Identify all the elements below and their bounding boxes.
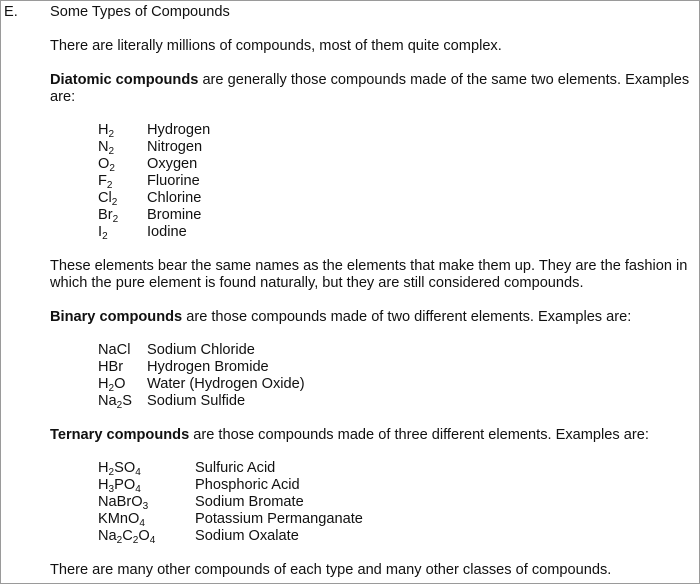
formula: $Na_2C_2O_4$: [98, 528, 156, 546]
binary-description: are those compounds made of two different elements. Examples are:: [182, 309, 632, 325]
formula: $Br_2$: [98, 207, 119, 225]
formula: NaBrO$_3$: [98, 494, 149, 512]
intro-paragraph: There are literally millions of compounds, most of them quite complex.: [50, 38, 502, 54]
ternary-description: are those compounds made of three different elements. Examples are:: [189, 427, 649, 443]
formula: $H_2SO_4$: [98, 460, 141, 478]
ternary-paragraph: [50, 427, 700, 444]
diatomic-note: These elements bear the same names as the elements that make them up. They are the fashion in which the pure element is found naturally, but they are still considered compounds.: [50, 258, 688, 291]
formula: $H_3PO_4$: [98, 477, 141, 495]
diatomic-description: are generally those compounds made of the same two elements. Examples are:: [50, 72, 690, 105]
compound-name: Fluorine: [147, 173, 200, 189]
formula: $F_2$: [98, 173, 113, 191]
formula: HBr: [98, 359, 124, 375]
compound-name: Sodium Sulfide: [147, 393, 246, 409]
ternary-term: Ternary compounds: [50, 427, 190, 443]
formula: $N_2$: [98, 139, 115, 157]
compound-name: Iodine: [147, 224, 187, 240]
compound-name: Nitrogen: [147, 139, 203, 155]
compound-name: Water (Hydrogen Oxide): [147, 376, 305, 392]
compound-name: Chlorine: [147, 190, 202, 206]
compound-name: Oxygen: [147, 156, 198, 172]
section-letter: E.: [4, 4, 18, 20]
formula: $O_2$: [98, 156, 115, 174]
compound-name: Hydrogen Bromide: [147, 359, 269, 375]
binary-paragraph: [50, 309, 700, 326]
formula: NaCl: [98, 342, 131, 358]
compound-name: Hydrogen: [147, 122, 211, 138]
compound-name: Sodium Oxalate: [195, 528, 299, 544]
formula: $Na_2S$: [98, 393, 132, 411]
binary-term: Binary compounds: [50, 309, 183, 325]
formula: $Cl_2$: [98, 190, 118, 208]
formula: $H_2$: [98, 122, 115, 140]
diatomic-paragraph: [50, 72, 700, 106]
formula: $H_2O$: [98, 376, 126, 394]
compound-name: Sulfuric Acid: [195, 460, 276, 476]
formula: KMnO$_4$: [98, 511, 145, 529]
compound-name: Sodium Bromate: [195, 494, 304, 510]
diatomic-term: Diatomic compounds: [50, 72, 199, 88]
compound-name: Sodium Chloride: [147, 342, 255, 358]
compound-name: Phosphoric Acid: [195, 477, 300, 493]
closing-paragraph: There are many other compounds of each type and many other classes of compounds.: [50, 562, 612, 578]
section-title: Some Types of Compounds: [50, 4, 230, 20]
compound-name: Bromine: [147, 207, 202, 223]
formula: $I_2$: [98, 224, 108, 242]
compound-name: Potassium Permanganate: [195, 511, 363, 527]
